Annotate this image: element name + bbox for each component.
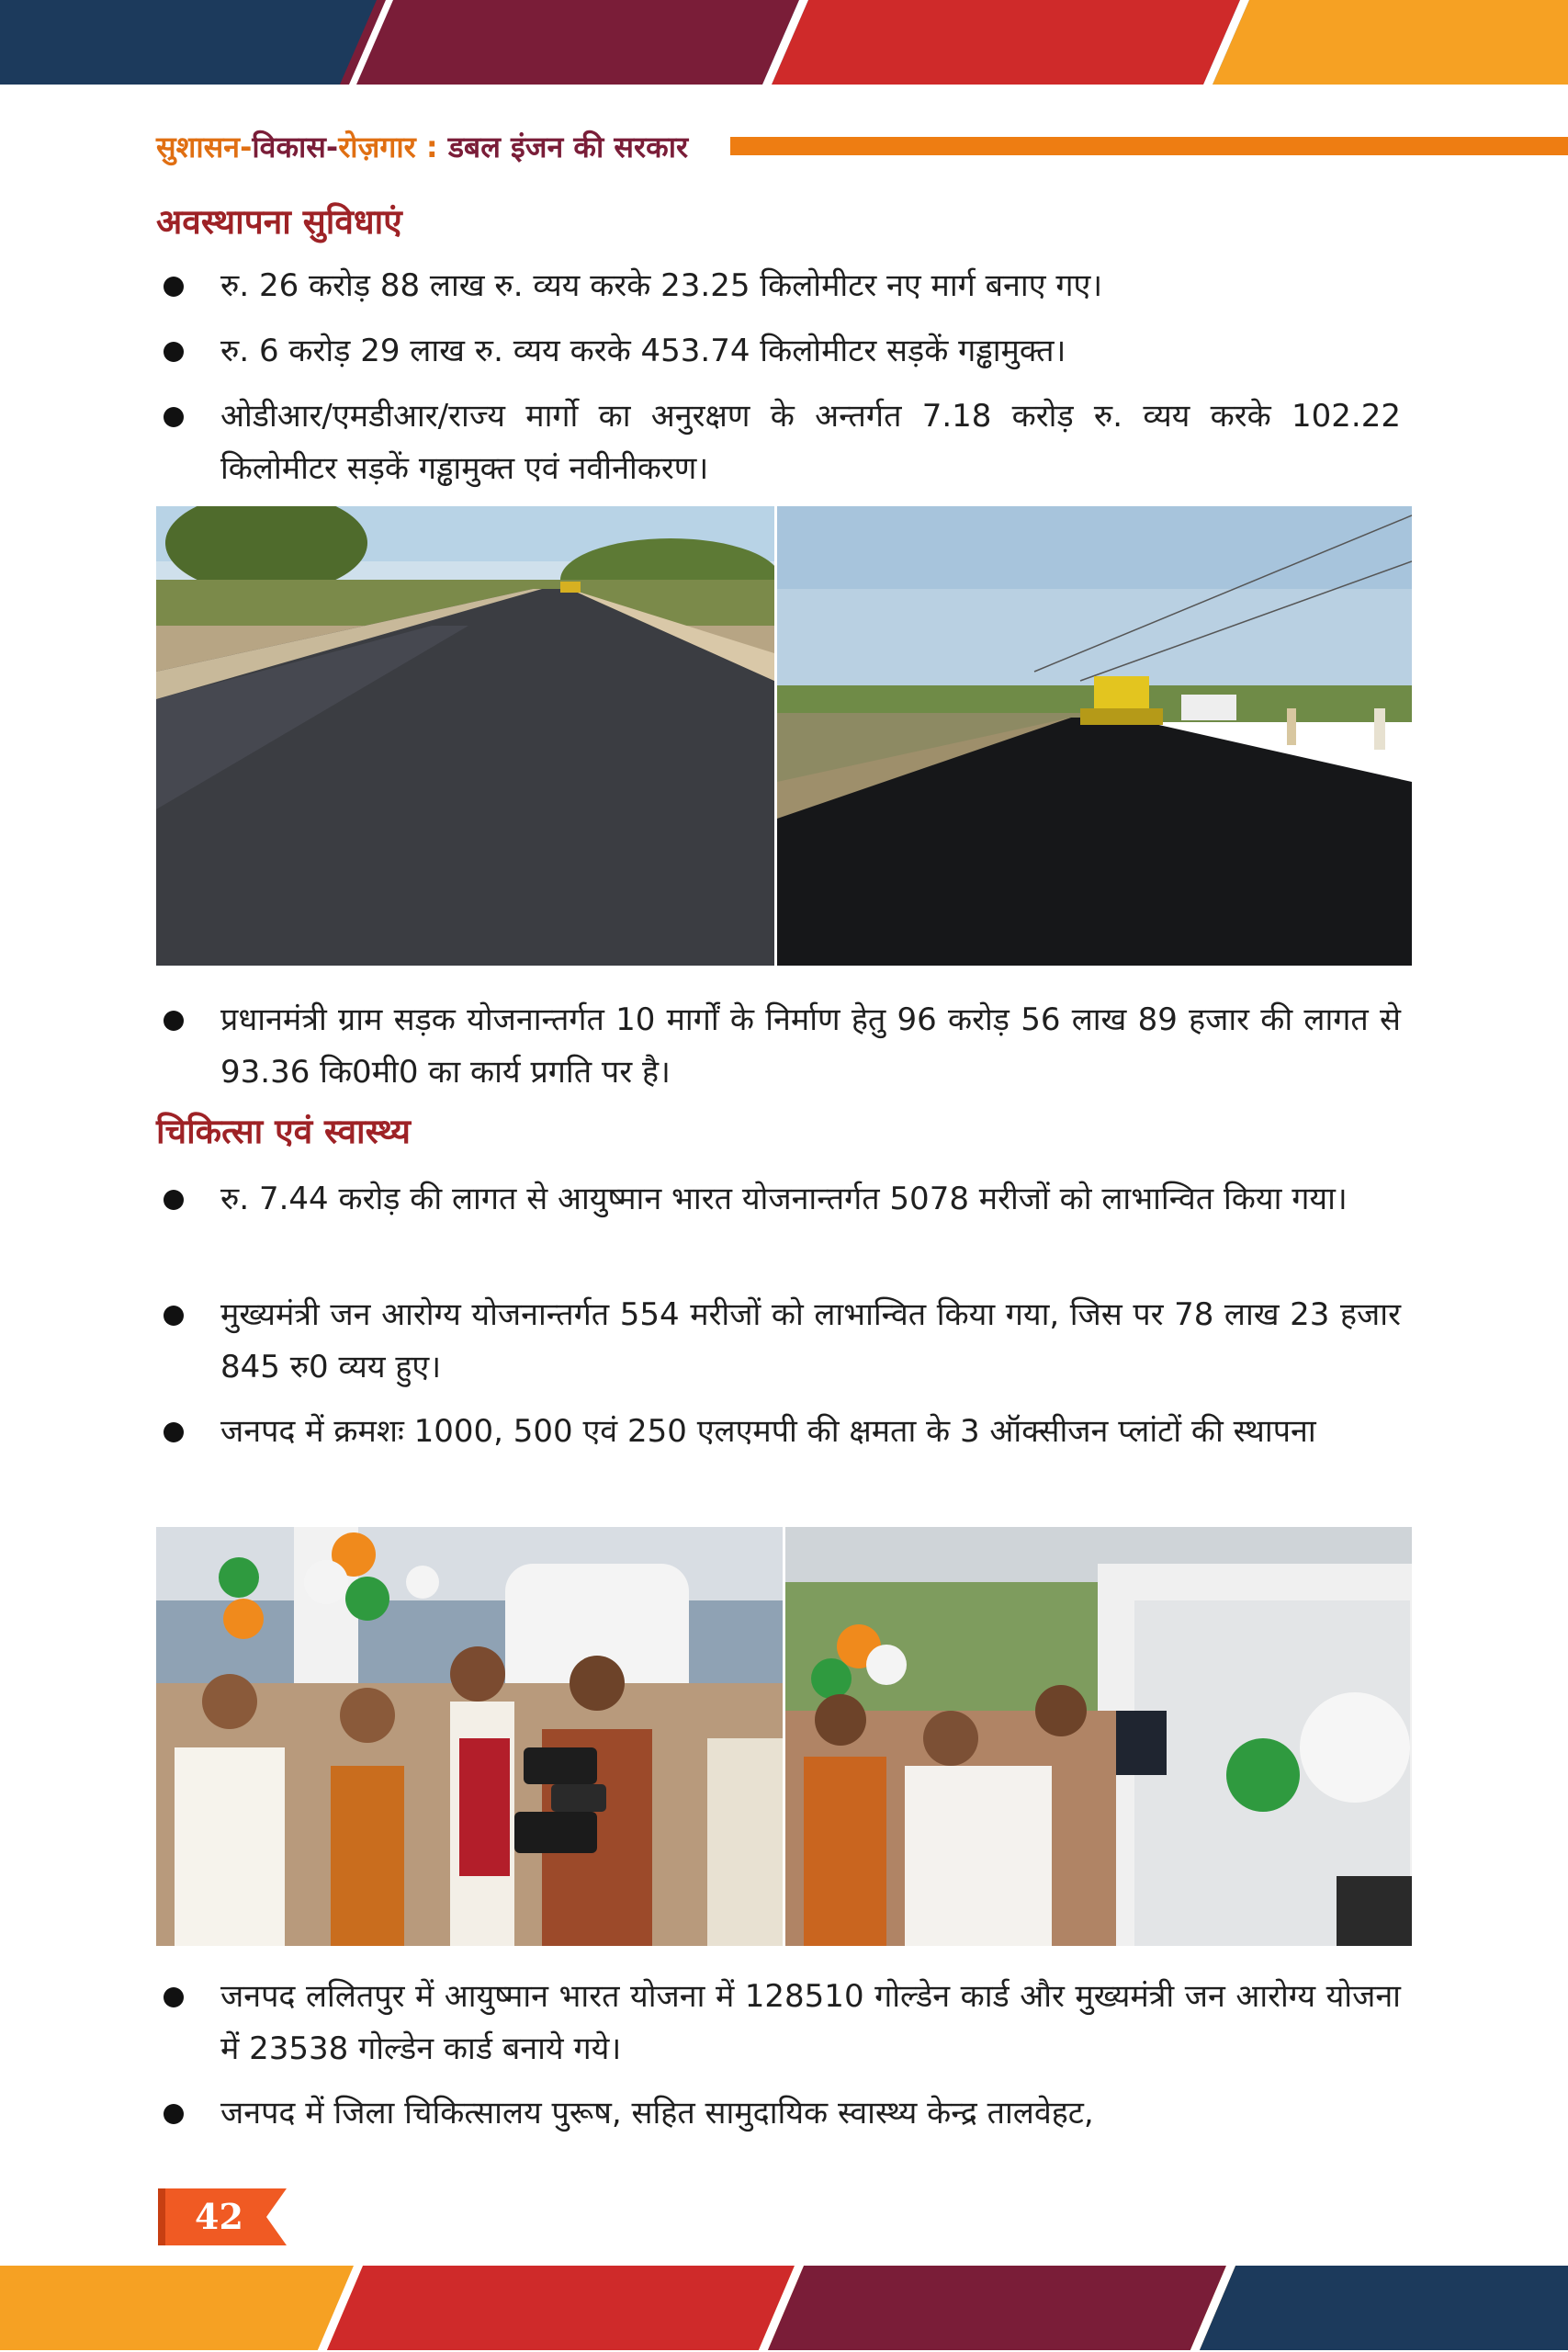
list-item: प्रधानमंत्री ग्राम सड़क योजनान्तर्गत 10 मार्गों के निर्माण हेतु 96 करोड़ 56 लाख 89 हजार की लागत से 93.36 कि0मी0 का कार्य प्रगति पर है। bbox=[156, 994, 1401, 1099]
header-title: सुशासन-विकास-रोज़गार : डबल इंजन की सरकार bbox=[156, 130, 689, 164]
bullet-icon bbox=[164, 2104, 184, 2124]
running-header bbox=[156, 124, 1415, 170]
header-rule bbox=[730, 137, 1568, 155]
list-item: ओडीआर/एमडीआर/राज्य मार्गो का अनुरक्षण के अन्तर्गत 7.18 करोड़ रु. व्यय करके 102.22 किलोमीटर सड़कें गड्ढामुक्त एवं नवीनीकरण। bbox=[156, 390, 1401, 495]
bullet-icon bbox=[164, 1422, 184, 1442]
bottom-decorative-band bbox=[0, 2266, 1568, 2350]
section-title-health: चिकित्सा एवं स्वास्थ्य bbox=[156, 1112, 411, 1151]
road-photo-row bbox=[156, 506, 1412, 966]
oxygen-plant-switch-on-photo bbox=[785, 1527, 1412, 1946]
oxygen-photo-row bbox=[156, 1527, 1412, 1946]
list-item: जनपद में क्रमशः 1000, 500 एवं 250 एलएमपी की क्षमता के 3 ऑक्सीजन प्लांटों की स्थापना bbox=[156, 1406, 1401, 1458]
list-item: जनपद ललितपुर में आयुष्मान भारत योजना में 128510 गोल्डेन कार्ड और मुख्यमंत्री जन आरोग्य योजना में 23538 गोल्डेन कार्ड बनाये गये। bbox=[156, 1971, 1401, 2075]
list-item: जनपद में जिला चिकित्सालय पुरूष, सहित सामुदायिक स्वास्थ्य केन्द्र तालवेहट, bbox=[156, 2087, 1401, 2140]
bullet-icon bbox=[164, 342, 184, 362]
list-item: रु. 6 करोड़ 29 लाख रु. व्यय करके 453.74 किलोमीटर सड़कें गड्ढामुक्त। bbox=[156, 325, 1401, 378]
road-construction-photo bbox=[156, 506, 774, 966]
list-item: मुख्यमंत्री जन आरोग्य योजनान्तर्गत 554 मरीजों को लाभान्वित किया गया, जिस पर 78 लाख 23 हजार 845 रु0 व्यय हुए। bbox=[156, 1289, 1401, 1394]
bullet-icon bbox=[164, 1011, 184, 1031]
top-decorative-band bbox=[0, 0, 1568, 85]
bullet-icon bbox=[164, 277, 184, 297]
bullet-icon bbox=[164, 407, 184, 427]
oxygen-plant-inauguration-photo bbox=[156, 1527, 783, 1946]
list-item: रु. 26 करोड़ 88 लाख रु. व्यय करके 23.25 किलोमीटर नए मार्ग बनाए गए। bbox=[156, 260, 1401, 312]
page-number-tab bbox=[158, 2188, 287, 2245]
bullet-icon bbox=[164, 1190, 184, 1210]
page-number: 42 bbox=[195, 2196, 243, 2237]
list-item: रु. 7.44 करोड़ की लागत से आयुष्मान भारत योजनान्तर्गत 5078 मरीजों को लाभान्वित किया गया। bbox=[156, 1173, 1401, 1226]
bullet-icon bbox=[164, 1306, 184, 1326]
section-title-infrastructure: अवस्थापना सुविधाएं bbox=[156, 202, 402, 242]
road-paver-photo bbox=[777, 506, 1412, 966]
bullet-icon bbox=[164, 1987, 184, 2007]
